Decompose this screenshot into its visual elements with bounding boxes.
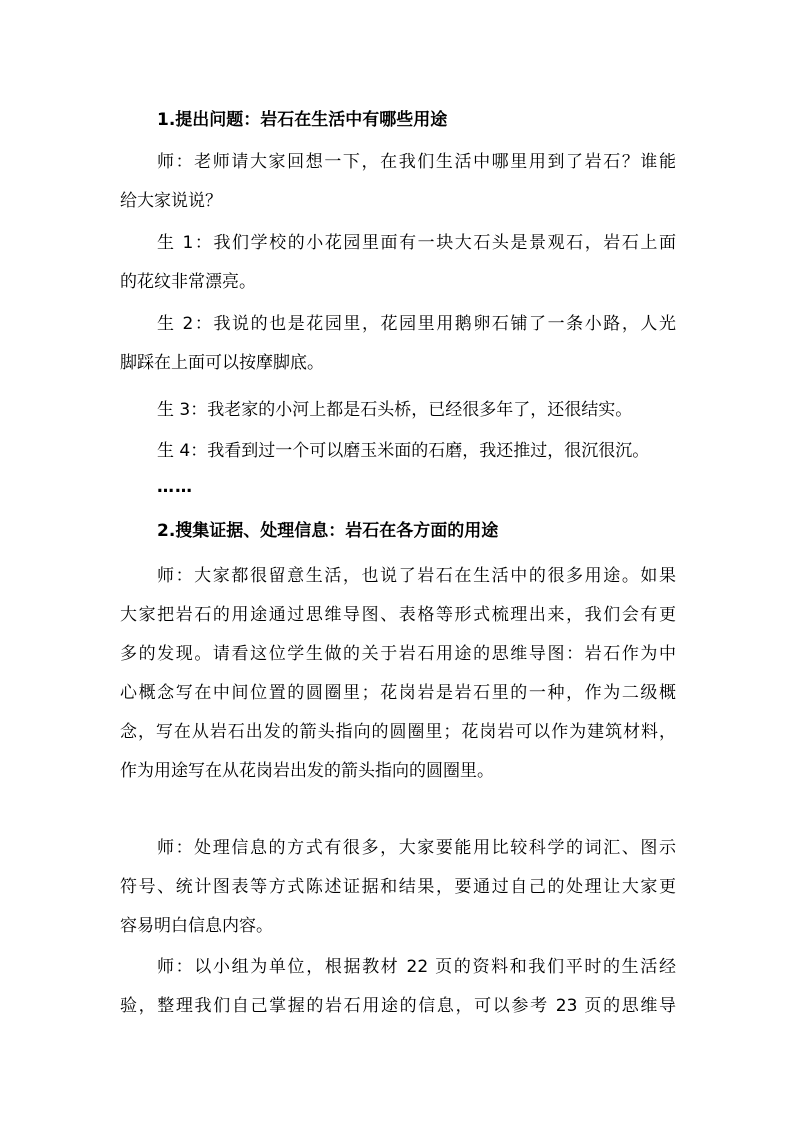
section-1-heading: 1.提出问题：岩石在生活中有哪些用途 bbox=[157, 110, 448, 130]
paragraph-line: 生 3：我老家的小河上都是石头桥，已经很多年了，还很结实。 bbox=[157, 400, 633, 420]
paragraph-line: 心概念写在中间位置的圆圈里；花岗岩是岩石里的一种，作为二级概 bbox=[120, 683, 676, 703]
paragraph-line: 念，写在从岩石出发的箭头指向的圆圈里；花岗岩可以作为建筑材料， bbox=[120, 722, 676, 742]
paragraph-line: 师：以小组为单位，根据教材 22 页的资料和我们平时的生活经 bbox=[157, 957, 676, 977]
paragraph-line: 大家把岩石的用途通过思维导图、表格等形式梳理出来，我们会有更 bbox=[120, 605, 676, 625]
paragraph-line: 生 2：我说的也是花园里，花园里用鹅卵石铺了一条小路，人光 bbox=[157, 314, 676, 334]
paragraph-line: 多的发现。请看这位学生做的关于岩石用途的思维导图：岩石作为中 bbox=[120, 644, 676, 664]
paragraph-line: 师：老师请大家回想一下，在我们生活中哪里用到了岩石？谁能 bbox=[157, 152, 676, 172]
paragraph-line: 师：处理信息的方式有很多，大家要能用比较科学的词汇、图示 bbox=[157, 838, 676, 858]
paragraph-line: 师：大家都很留意生活，也说了岩石在生活中的很多用途。如果 bbox=[157, 566, 676, 586]
teacher-processing-paragraph bbox=[120, 829, 676, 946]
paragraph-line: 验，整理我们自己掌握的岩石用途的信息，可以参考 23 页的思维导 bbox=[120, 996, 676, 1016]
student-4-paragraph bbox=[120, 432, 676, 471]
student-2-paragraph bbox=[120, 305, 676, 383]
student-1-paragraph bbox=[120, 224, 676, 302]
teacher-group-task-paragraph bbox=[120, 948, 676, 1026]
ellipsis: …… bbox=[157, 477, 193, 497]
paragraph-line: 作为用途写在从花岗岩出发的箭头指向的圆圈里。 bbox=[120, 761, 494, 781]
section-2-heading: 2.搜集证据、处理信息：岩石在各方面的用途 bbox=[157, 521, 499, 541]
paragraph-line: 生 4：我看到过一个可以磨玉米面的石磨，我还推过，很沉很沉。 bbox=[157, 441, 650, 461]
teacher-mindmap-paragraph bbox=[120, 557, 676, 791]
paragraph-line: 脚踩在上面可以按摩脚底。 bbox=[120, 353, 324, 373]
paragraph-line: 符号、统计图表等方式陈述证据和结果，要通过自己的处理让大家更 bbox=[120, 877, 676, 897]
student-3-paragraph bbox=[120, 391, 676, 430]
paragraph-line: 生 1：我们学校的小花园里面有一块大石头是景观石，岩石上面 bbox=[157, 233, 676, 253]
paragraph-line: 的花纹非常漂亮。 bbox=[120, 272, 256, 292]
paragraph-line: 容易明白信息内容。 bbox=[120, 916, 273, 936]
paragraph-line: 给大家说说？ bbox=[120, 191, 222, 211]
teacher-question-paragraph bbox=[120, 143, 676, 221]
